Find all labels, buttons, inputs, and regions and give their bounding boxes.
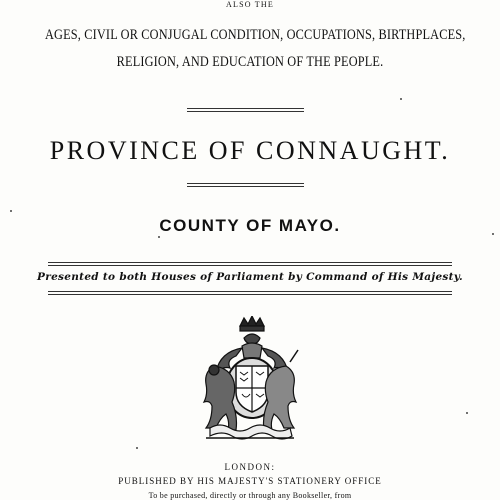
royal-coat-of-arms-icon: [192, 316, 308, 444]
scan-speck: [466, 412, 468, 414]
presented-text: Presented to both Houses of Parliament by Command of His Majesty.: [37, 271, 463, 283]
publication-place: LONDON:: [224, 462, 276, 472]
presented-rule-bottom: [48, 291, 452, 295]
purchase-note: To be purchased, directly or through any Bookseller, from: [148, 491, 352, 500]
scan-speck: [10, 210, 12, 212]
scan-speck: [492, 233, 494, 235]
presented-rule-top: [48, 262, 452, 266]
also-the-text: ALSO THE: [226, 0, 274, 9]
subtitle-line-1: AGES, CIVIL OR CONJUGAL CONDITION, OCCUPATIONS, BIRTHPLACES,: [45, 27, 466, 43]
county-title: COUNTY OF MAYO.: [159, 216, 341, 235]
scan-speck: [136, 447, 138, 449]
province-title: PROVINCE OF CONNAUGHT.: [49, 136, 451, 165]
scan-speck: [158, 236, 160, 238]
divider-top: [187, 108, 304, 112]
scan-speck: [400, 98, 402, 100]
publisher-line: PUBLISHED BY HIS MAJESTY'S STATIONERY OFFICE: [118, 476, 382, 486]
subtitle-line-2: RELIGION, AND EDUCATION OF THE PEOPLE.: [116, 54, 384, 70]
divider-middle: [187, 183, 304, 187]
